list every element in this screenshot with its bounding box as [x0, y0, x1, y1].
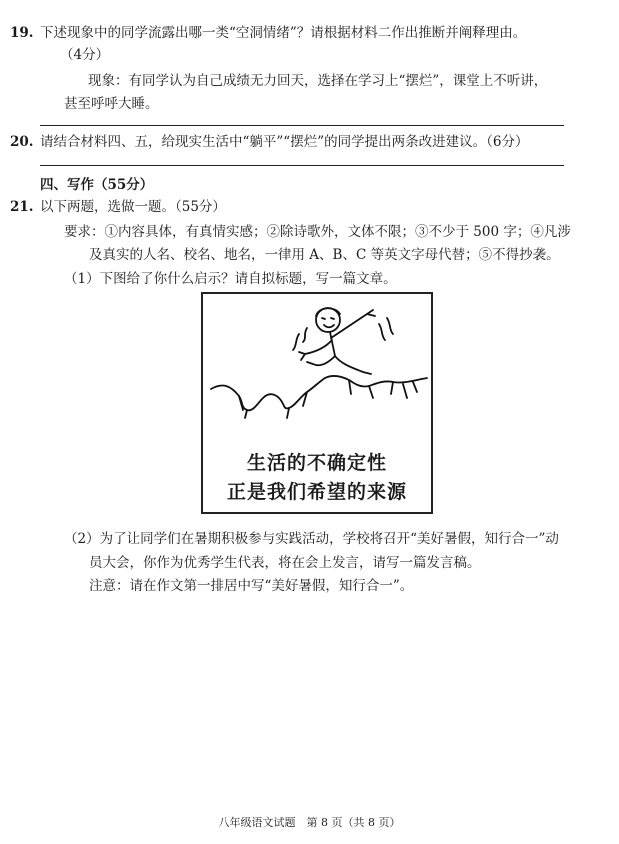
q21-requirements-line2: 及真实的人名、校名、地名，一律用 A、B、C 等英文字母代替；⑤不得抄袭。	[89, 247, 560, 263]
section-title-writing: 四、写作（55分）	[40, 177, 154, 193]
q20-question: 请结合材料四、五，给现实生活中“躺平”“摆烂”的同学提出两条改进建议。（6分）	[40, 134, 529, 150]
q19-number: 19.	[10, 25, 34, 41]
q20-number: 20.	[10, 134, 34, 150]
q21-number: 21.	[10, 199, 34, 215]
q21-note: 注意：请在作文第一排居中写“美好暑假，知行合一”。	[89, 578, 414, 594]
q21-intro: 以下两题，选做一题。（55分）	[40, 199, 226, 215]
q21-requirements-line1: 要求：①内容具体，有真情实感；②除诗歌外，文体不限；③不少于 500 字；④凡涉	[64, 224, 571, 240]
q19-question: 下述现象中的同学流露出哪一类“空洞情绪”？请根据材料二作出推断并阐释理由。	[40, 25, 527, 41]
q19-phenomenon-line2: 甚至呼呼大睡。	[64, 96, 159, 112]
cartoon-caption-2: 正是我们希望的来源	[226, 481, 407, 503]
q19-phenomenon-line1: 现象：有同学认为自己成绩无力回天，选择在学习上“摆烂”，课堂上不听讲，	[88, 73, 548, 89]
answer-line	[40, 125, 564, 126]
q21-option2-line1: （2）为了让同学们在暑期积极参与实践活动，学校将召开“美好暑假，知行合一”动	[64, 531, 559, 547]
q21-option2-line2: 员大会，你作为优秀学生代表，将在会上发言，请写一篇发言稿。	[89, 555, 481, 571]
page-footer: 八年级语文试题 第 8 页（共 8 页）	[218, 816, 401, 829]
q21-option1: （1）下图给了你什么启示？请自拟标题，写一篇文章。	[64, 271, 397, 287]
cartoon-illustration	[201, 292, 433, 514]
answer-line	[40, 165, 564, 166]
cartoon-caption-1: 生活的不确定性	[246, 452, 387, 474]
q19-score: （4分）	[60, 47, 110, 63]
